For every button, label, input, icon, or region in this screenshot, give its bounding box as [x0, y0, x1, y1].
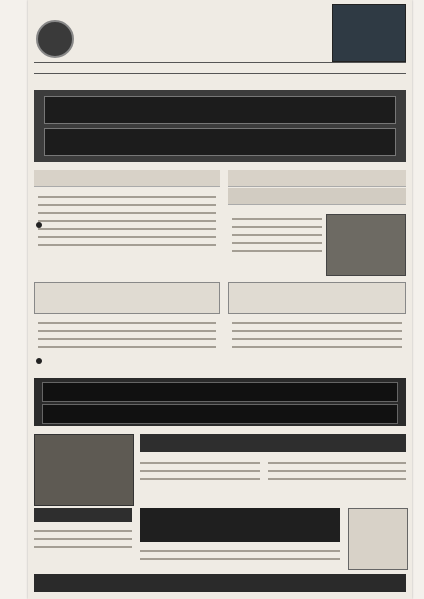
text-line [140, 462, 260, 464]
fasting-headline-bar [140, 434, 406, 452]
main-headline-line-1 [44, 96, 396, 124]
text-line [34, 538, 132, 540]
right-article-column [228, 170, 406, 360]
dateline [34, 62, 406, 74]
text-line [232, 226, 322, 228]
text-line [34, 530, 132, 532]
text-line [140, 470, 260, 472]
text-line [38, 204, 216, 206]
text-line [38, 220, 216, 222]
leader-photo [34, 434, 134, 506]
text-line [38, 196, 216, 198]
punch-hole [36, 358, 42, 364]
text-line [140, 550, 340, 552]
text-line [38, 338, 216, 340]
left-caption-bar [34, 508, 132, 522]
text-line [232, 338, 402, 340]
text-line [140, 478, 260, 480]
text-line [232, 346, 402, 348]
left-article-heading [34, 170, 220, 187]
top-right-advertisement [332, 4, 406, 62]
left-article-column [34, 170, 220, 360]
politician-photo [326, 214, 406, 276]
text-line [38, 346, 216, 348]
text-line [232, 218, 322, 220]
text-line [38, 322, 216, 324]
second-headline-line-1 [42, 382, 398, 402]
left-subheading-box [34, 282, 220, 314]
second-headline-banner [34, 378, 406, 426]
right-article-subheading [228, 188, 406, 205]
text-line [232, 330, 402, 332]
text-line [38, 244, 216, 246]
text-line [38, 212, 216, 214]
masthead [34, 4, 406, 60]
conch-emblem-icon [36, 20, 74, 58]
main-headline-line-2 [44, 128, 396, 156]
text-line [140, 558, 340, 560]
footer-banner [34, 574, 406, 592]
text-line [38, 330, 216, 332]
text-line [232, 250, 322, 252]
text-line [232, 234, 322, 236]
text-line [232, 322, 402, 324]
text-line [34, 546, 132, 548]
text-line [268, 478, 406, 480]
newspaper-page [28, 0, 412, 599]
punch-hole [36, 222, 42, 228]
text-line [268, 462, 406, 464]
second-headline-line-2 [42, 404, 398, 424]
right-article-heading [228, 170, 406, 187]
text-line [232, 242, 322, 244]
right-side-box [348, 508, 408, 570]
right-subheading-box [228, 282, 406, 314]
inset-headline-box [140, 508, 340, 542]
main-headline-banner [34, 90, 406, 162]
text-line [38, 228, 216, 230]
text-line [268, 470, 406, 472]
text-line [38, 236, 216, 238]
